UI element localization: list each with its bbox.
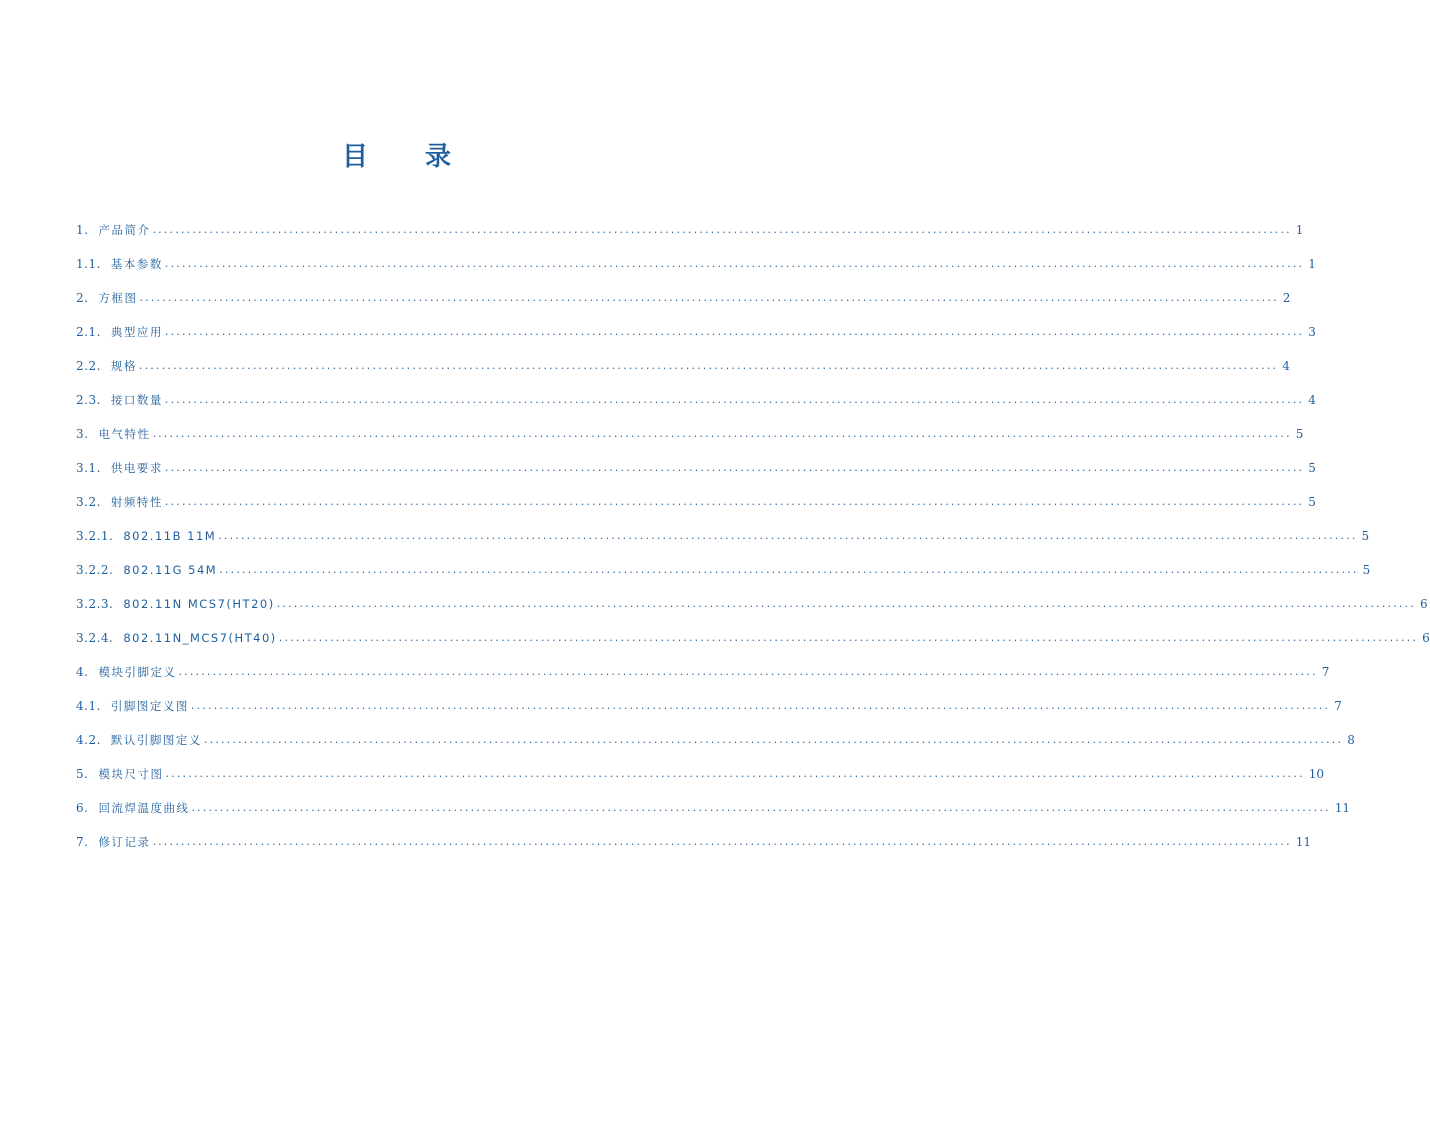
toc-entry-title: 基本参数 bbox=[110, 257, 163, 271]
toc-entry-number: 3.2.4. bbox=[76, 631, 114, 645]
toc-entry-page: 5 bbox=[1308, 495, 1316, 509]
toc-dot-leader: ........................................................................................................................................................................................................ bbox=[164, 325, 1305, 338]
toc-entry-title: 引脚图定义图 bbox=[110, 699, 189, 713]
toc-entry-number: 3.2.2. bbox=[76, 563, 114, 577]
toc-dot-leader: ........................................................................................................................................................................................................ bbox=[152, 835, 1292, 848]
toc-entry[interactable] bbox=[76, 512, 1370, 546]
toc-dot-leader: ........................................................................................................................................................................................................ bbox=[276, 597, 1417, 610]
toc-entry-number: 1.1. bbox=[76, 257, 101, 271]
toc-entry[interactable] bbox=[76, 716, 1355, 750]
toc-entry[interactable] bbox=[76, 750, 1325, 784]
toc-entry-number: 3. bbox=[76, 427, 89, 441]
toc-entry-number: 2.1. bbox=[76, 325, 101, 339]
toc-entry-title: 802.11N MCS7(HT20) bbox=[123, 597, 275, 611]
toc-entry-number: 4.2. bbox=[76, 733, 101, 747]
toc-entry-page: 11 bbox=[1295, 835, 1312, 849]
toc-dot-leader: ........................................................................................................................................................................................................ bbox=[191, 801, 1331, 814]
toc-entry[interactable] bbox=[76, 614, 1430, 648]
toc-entry-page: 1 bbox=[1295, 223, 1304, 237]
toc-entry[interactable] bbox=[76, 240, 1316, 274]
toc-dot-leader: ........................................................................................................................................................................................................ bbox=[178, 665, 1318, 678]
toc-entry[interactable] bbox=[76, 206, 1304, 240]
toc-entry-number: 7. bbox=[76, 835, 89, 849]
toc-entry-number: 1. bbox=[76, 223, 89, 237]
toc-entry-page: 10 bbox=[1308, 767, 1325, 781]
toc-entry[interactable] bbox=[76, 308, 1316, 342]
toc-entry-page: 5 bbox=[1308, 461, 1316, 475]
toc-entry[interactable] bbox=[76, 478, 1316, 512]
toc-entry-page: 7 bbox=[1334, 699, 1342, 713]
toc-entry-number: 6. bbox=[76, 801, 89, 815]
toc-entry-page: 11 bbox=[1334, 801, 1351, 815]
toc-entry-page: 6 bbox=[1420, 597, 1428, 611]
toc-entry-title: 模块尺寸图 bbox=[98, 767, 164, 781]
toc-entry-number: 5. bbox=[76, 767, 89, 781]
toc-dot-leader: ........................................................................................................................................................................................................ bbox=[139, 291, 1279, 304]
toc-dot-leader: ........................................................................................................................................................................................................ bbox=[138, 359, 1279, 372]
toc-dot-leader: ........................................................................................................................................................................................................ bbox=[164, 495, 1305, 508]
toc-entry-page: 6 bbox=[1422, 631, 1430, 645]
toc-dot-leader: ........................................................................................................................................................................................................ bbox=[219, 563, 1359, 576]
toc-entry-page: 5 bbox=[1295, 427, 1304, 441]
toc-entry-title: 产品简介 bbox=[98, 223, 151, 237]
toc-entry-title: 射频特性 bbox=[110, 495, 163, 509]
toc-entry-title: 接口数量 bbox=[110, 393, 163, 407]
toc-entry[interactable] bbox=[76, 682, 1342, 716]
toc-entry-page: 7 bbox=[1321, 665, 1330, 679]
toc-entry-page: 3 bbox=[1308, 325, 1316, 339]
toc-entry-number: 3.2. bbox=[76, 495, 101, 509]
toc-dot-leader: ........................................................................................................................................................................................................ bbox=[203, 733, 1344, 746]
toc-entry-number: 2. bbox=[76, 291, 89, 305]
toc-dot-leader: ........................................................................................................................................................................................................ bbox=[164, 257, 1305, 270]
toc-entry[interactable] bbox=[76, 444, 1316, 478]
toc-entry-page: 1 bbox=[1308, 257, 1316, 271]
toc-entry[interactable] bbox=[76, 818, 1312, 852]
toc-entry-title: 电气特性 bbox=[98, 427, 151, 441]
toc-entry-title: 802.11G 54M bbox=[123, 563, 218, 577]
toc-entry-page: 5 bbox=[1362, 563, 1371, 577]
toc-entry-title: 方框图 bbox=[98, 291, 138, 305]
table-of-contents bbox=[76, 206, 1430, 852]
toc-entry-page: 4 bbox=[1308, 393, 1316, 407]
toc-entry-title: 802.11N_MCS7(HT40) bbox=[123, 631, 277, 645]
toc-entry-number: 3.2.3. bbox=[76, 597, 114, 611]
toc-entry[interactable] bbox=[76, 274, 1291, 308]
toc-entry-number: 4. bbox=[76, 665, 89, 679]
toc-entry[interactable] bbox=[76, 648, 1330, 682]
toc-entry[interactable] bbox=[76, 580, 1428, 614]
toc-entry-title: 修订记录 bbox=[98, 835, 151, 849]
toc-title: 目 录 bbox=[341, 142, 476, 172]
toc-dot-leader: ........................................................................................................................................................................................................ bbox=[152, 223, 1292, 236]
toc-entry-title: 回流焊温度曲线 bbox=[98, 801, 190, 815]
toc-dot-leader: ........................................................................................................................................................................................................ bbox=[218, 529, 1358, 542]
toc-entry-title: 默认引脚图定义 bbox=[110, 733, 202, 747]
toc-entry-page: 5 bbox=[1361, 529, 1370, 543]
toc-entry-number: 2.2. bbox=[76, 359, 101, 373]
toc-entry-number: 3.1. bbox=[76, 461, 101, 475]
toc-entry[interactable] bbox=[76, 546, 1371, 580]
toc-entry[interactable] bbox=[76, 342, 1290, 376]
toc-entry[interactable] bbox=[76, 376, 1316, 410]
toc-dot-leader: ........................................................................................................................................................................................................ bbox=[164, 393, 1305, 406]
toc-entry-title: 802.11B 11M bbox=[123, 529, 217, 543]
toc-entry[interactable] bbox=[76, 784, 1351, 818]
toc-dot-leader: ........................................................................................................................................................................................................ bbox=[165, 767, 1305, 780]
toc-entry[interactable] bbox=[76, 410, 1304, 444]
toc-dot-leader: ........................................................................................................................................................................................................ bbox=[152, 427, 1292, 440]
toc-entry-title: 典型应用 bbox=[110, 325, 163, 339]
toc-entry-number: 4.1. bbox=[76, 699, 101, 713]
toc-entry-page: 4 bbox=[1282, 359, 1290, 373]
toc-entry-number: 2.3. bbox=[76, 393, 101, 407]
toc-dot-leader: ........................................................................................................................................................................................................ bbox=[164, 461, 1305, 474]
toc-entry-title: 供电要求 bbox=[110, 461, 163, 475]
toc-entry-title: 规格 bbox=[110, 359, 137, 373]
toc-entry-number: 3.2.1. bbox=[76, 529, 114, 543]
toc-dot-leader: ........................................................................................................................................................................................................ bbox=[190, 699, 1331, 712]
toc-entry-title: 模块引脚定义 bbox=[98, 665, 177, 679]
toc-entry-page: 8 bbox=[1347, 733, 1355, 747]
toc-dot-leader: ........................................................................................................................................................................................................ bbox=[278, 631, 1419, 644]
toc-entry-page: 2 bbox=[1282, 291, 1291, 305]
